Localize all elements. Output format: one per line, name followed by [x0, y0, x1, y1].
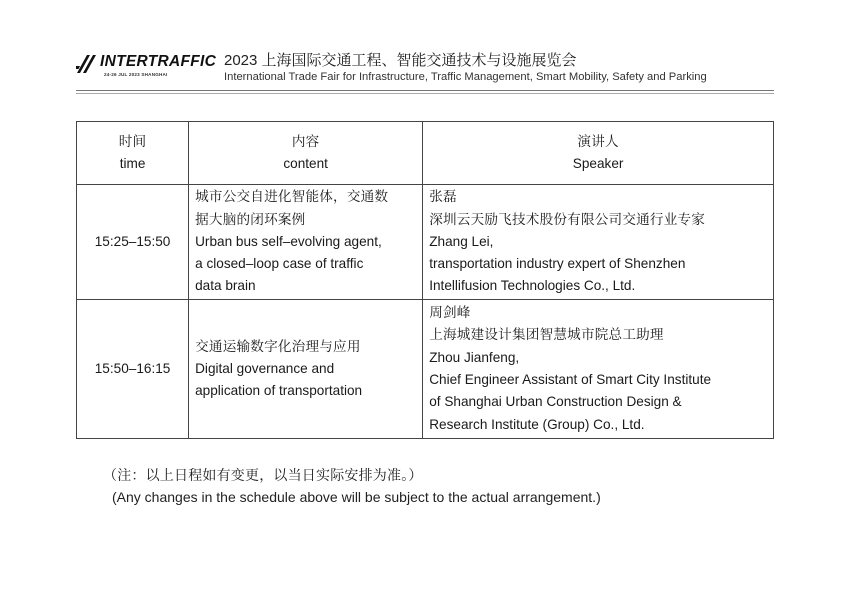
table-row	[77, 185, 774, 300]
session-time: 15:25–15:50	[77, 185, 189, 300]
header-divider-secondary	[76, 93, 774, 94]
session-content: 城市公交自进化智能体，交通数 据大脑的闭环案例 Urban bus self–evolving agent, a closed–loop case of traffic data brain	[189, 185, 423, 300]
logo-slash-icon	[76, 54, 98, 74]
note-en: (Any changes in the schedule above will be subject to the actual arrangement.)	[112, 489, 601, 505]
event-title-en: International Trade Fair for Infrastructure, Traffic Management, Smart Mobility, Safety and Parking	[224, 71, 707, 83]
schedule-note	[103, 464, 601, 508]
session-speaker: 张磊 深圳云天励飞技术股份有限公司交通行业专家 Zhang Lei, transportation industry expert of Shenzhen Intellifusion Technologies Co., Ltd.	[423, 185, 774, 300]
header-time: 时间 time	[77, 122, 189, 185]
event-title-cn: 2023 上海国际交通工程、智能交通技术与设施展览会	[224, 52, 577, 69]
logo-wordmark: INTERTRAFFIC	[100, 53, 217, 70]
table-row	[77, 300, 774, 439]
session-time: 15:50–16:15	[77, 300, 189, 439]
intertraffic-logo	[76, 52, 216, 84]
header-content: 内容 content	[189, 122, 423, 185]
note-cn: （注：以上日程如有变更，以当日实际安排为准。）	[103, 467, 423, 483]
header-divider	[76, 90, 774, 91]
session-content: 交通运输数字化治理与应用 Digital governance and application of transportation	[189, 300, 423, 439]
header-speaker: 演讲人 Speaker	[423, 122, 774, 185]
table-header-row	[77, 122, 774, 185]
logo-date-location: 24-26 JUL 2023 SHANGHAI	[104, 72, 168, 77]
page-header	[76, 48, 774, 92]
session-speaker: 周剑峰 上海城建设计集团智慧城市院总工助理 Zhou Jianfeng, Chief Engineer Assistant of Smart City Institute of Shanghai Urban Construction Design & Research Institute (Group) Co., Ltd.	[423, 300, 774, 439]
schedule-table	[76, 121, 774, 439]
